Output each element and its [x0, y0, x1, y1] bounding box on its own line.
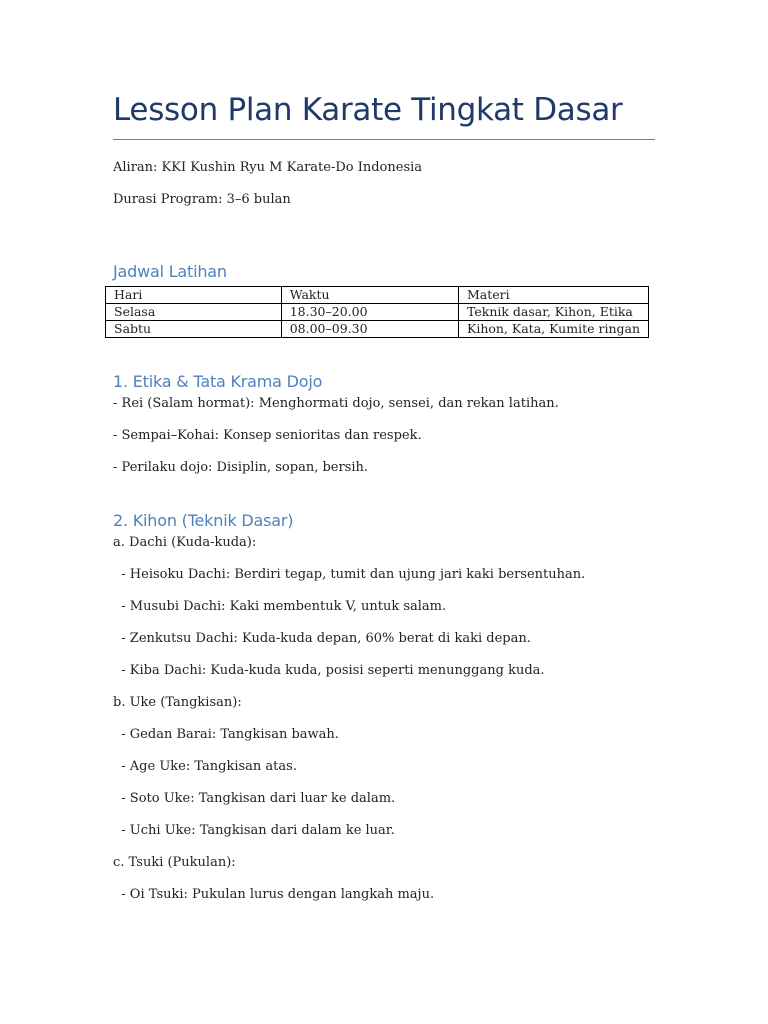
list-item: - Soto Uke: Tangkisan dari luar ke dalam. — [113, 791, 396, 806]
table-cell: Teknik dasar, Kihon, Etika — [458, 304, 648, 321]
table-row — [106, 304, 649, 321]
jadwal-heading: Jadwal Latihan — [113, 262, 227, 281]
list-item: - Kiba Dachi: Kuda-kuda kuda, posisi seperti menunggang kuda. — [113, 663, 545, 678]
schedule-table — [105, 286, 649, 338]
list-item: - Rei (Salam hormat): Menghormati dojo, sensei, dan rekan latihan. — [113, 396, 559, 411]
durasi-text: Durasi Program: 3–6 bulan — [113, 192, 291, 207]
document-title: Lesson Plan Karate Tingkat Dasar — [113, 92, 623, 128]
table-header-cell: Hari — [106, 287, 282, 304]
tsuki-label: c. Tsuki (Pukulan): — [113, 855, 236, 870]
title-underline — [113, 139, 655, 140]
list-item: - Sempai–Kohai: Konsep senioritas dan respek. — [113, 428, 422, 443]
list-item: - Zenkutsu Dachi: Kuda-kuda depan, 60% berat di kaki depan. — [113, 631, 531, 646]
list-item: - Perilaku dojo: Disiplin, sopan, bersih. — [113, 460, 369, 475]
list-item: - Age Uke: Tangkisan atas. — [113, 759, 297, 774]
table-cell: Kihon, Kata, Kumite ringan — [458, 321, 648, 338]
list-item: - Uchi Uke: Tangkisan dari dalam ke luar. — [113, 823, 395, 838]
dachi-label: a. Dachi (Kuda-kuda): — [113, 535, 257, 550]
etika-heading: 1. Etika & Tata Krama Dojo — [113, 372, 323, 391]
list-item: - Oi Tsuki: Pukulan lurus dengan langkah maju. — [113, 887, 435, 902]
table-row — [106, 321, 649, 338]
table-cell: Selasa — [106, 304, 282, 321]
table-header-cell: Materi — [458, 287, 648, 304]
list-item: - Heisoku Dachi: Berdiri tegap, tumit dan ujung jari kaki bersentuhan. — [113, 567, 586, 582]
table-cell: Sabtu — [106, 321, 282, 338]
table-header-cell: Waktu — [281, 287, 458, 304]
list-item: - Musubi Dachi: Kaki membentuk V, untuk salam. — [113, 599, 447, 614]
table-header-row — [106, 287, 649, 304]
table-cell: 18.30–20.00 — [281, 304, 458, 321]
uke-label: b. Uke (Tangkisan): — [113, 695, 242, 710]
aliran-text: Aliran: KKI Kushin Ryu M Karate-Do Indonesia — [113, 160, 423, 175]
list-item: - Gedan Barai: Tangkisan bawah. — [113, 727, 339, 742]
kihon-heading: 2. Kihon (Teknik Dasar) — [113, 511, 294, 530]
table-cell: 08.00–09.30 — [281, 321, 458, 338]
